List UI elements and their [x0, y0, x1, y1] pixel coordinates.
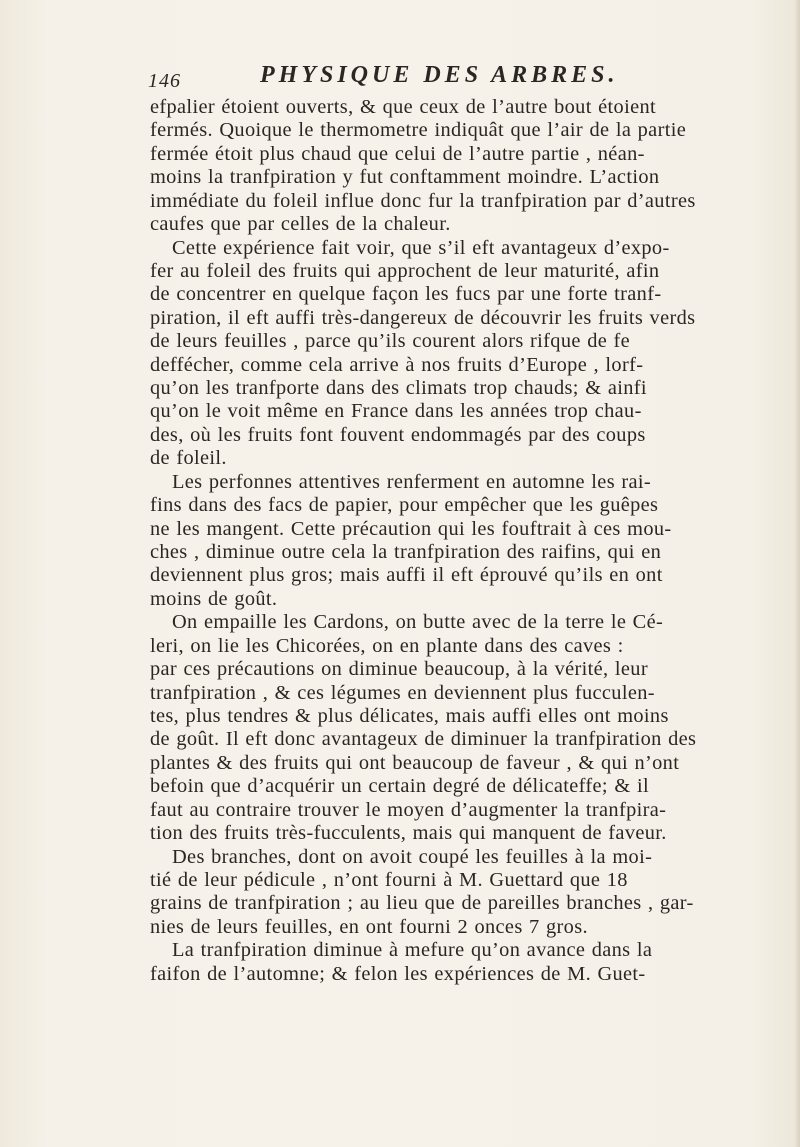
- text-line: fermés. Quoique le thermometre indiquât que l’air de la partie: [150, 119, 687, 142]
- text-line: Cette expérience fait voir, que s’il eft avantageux d’expo-: [172, 236, 670, 259]
- text-line: La tranfpiration diminue à mefure qu’on avance dans la: [172, 939, 653, 962]
- text-line: moins de goût.: [150, 587, 278, 610]
- body-text: [150, 96, 790, 986]
- page-header: [148, 62, 688, 96]
- text-line: leri, on lie les Chicorées, on en plante dans des caves :: [150, 634, 624, 657]
- text-line: immédiate du foleil influe donc fur la tranfpiration par d’autres: [150, 189, 696, 212]
- text-line: befoin que d’acquérir un certain degré de délicateffe; & il: [150, 775, 650, 798]
- text-line: par ces précautions on diminue beaucoup, à la vérité, leur: [150, 658, 648, 681]
- text-line: efpalier étoient ouverts, & que ceux de l’autre bout étoient: [150, 96, 656, 118]
- text-line: On empaille les Cardons, on butte avec de la terre le Cé-: [172, 611, 664, 634]
- text-line: deffécher, comme cela arrive à nos fruits d’Europe , lorf-: [150, 353, 644, 376]
- text-line: tranfpiration , & ces légumes en deviennent plus fucculen-: [150, 681, 655, 704]
- page-edge-shadow: [794, 0, 800, 1147]
- page-number: 146: [148, 70, 181, 92]
- text-line: de foleil.: [150, 447, 227, 470]
- text-line: fer au foleil des fruits qui approchent de leur maturité, afin: [150, 259, 660, 282]
- text-line: ches , diminue outre cela la tranfpiration des raifins, qui en: [150, 541, 662, 564]
- text-line: Des branches, dont on avoit coupé les feuilles à la moi-: [172, 845, 653, 868]
- text-line: ne les mangent. Cette précaution qui les fouftrait à ces mou-: [150, 517, 672, 540]
- text-line: caufes que par celles de la chaleur.: [150, 213, 451, 236]
- text-line: faut au contraire trouver le moyen d’augmenter la tranfpira-: [150, 798, 667, 821]
- text-line: faifon de l’automne; & felon les expériences de M. Guet-: [150, 962, 646, 985]
- text-line: Les perfonnes attentives renferment en automne les rai-: [172, 470, 652, 493]
- text-line: des, où les fruits font fouvent endommagés par des coups: [150, 423, 646, 446]
- text-line: de goût. Il eft donc avantageux de diminuer la tranfpiration des: [150, 728, 697, 751]
- text-line: qu’on le voit même en France dans les années trop chau-: [150, 400, 642, 423]
- running-title: PHYSIQUE DES ARBRES.: [260, 62, 619, 88]
- text-line: de leurs feuilles , parce qu’ils courent alors rifque de fe: [150, 330, 631, 353]
- text-line: piration, il eft auffi très-dangereux de découvrir les fruits verds: [150, 306, 696, 329]
- text-line: tié de leur pédicule , n’ont fourni à M. Guettard que 18: [150, 868, 628, 891]
- text-line: fins dans des facs de papier, pour empêcher que les guêpes: [150, 494, 659, 517]
- text-line: tes, plus tendres & plus délicates, mais auffi elles ont moins: [150, 704, 669, 727]
- text-line: qu’on les tranfporte dans des climats trop chauds; & ainfi: [150, 377, 647, 400]
- text-line: de concentrer en quelque façon les fucs par une forte tranf-: [150, 283, 662, 306]
- text-line: fermée étoit plus chaud que celui de l’autre partie , néan-: [150, 142, 645, 165]
- text-line: grains de tranfpiration ; au lieu que de pareilles branches , gar-: [150, 892, 694, 915]
- text-line: plantes & des fruits qui ont beaucoup de faveur , & qui n’ont: [150, 751, 680, 774]
- text-line: moins la tranfpiration y fut conftamment moindre. L’action: [150, 166, 660, 189]
- text-line: nies de leurs feuilles, en ont fourni 2 onces 7 gros.: [150, 915, 588, 938]
- text-line: tion des fruits très-fucculents, mais qui manquent de faveur.: [150, 822, 667, 845]
- text-line: deviennent plus gros; mais auffi il eft éprouvé qu’ils en ont: [150, 564, 663, 587]
